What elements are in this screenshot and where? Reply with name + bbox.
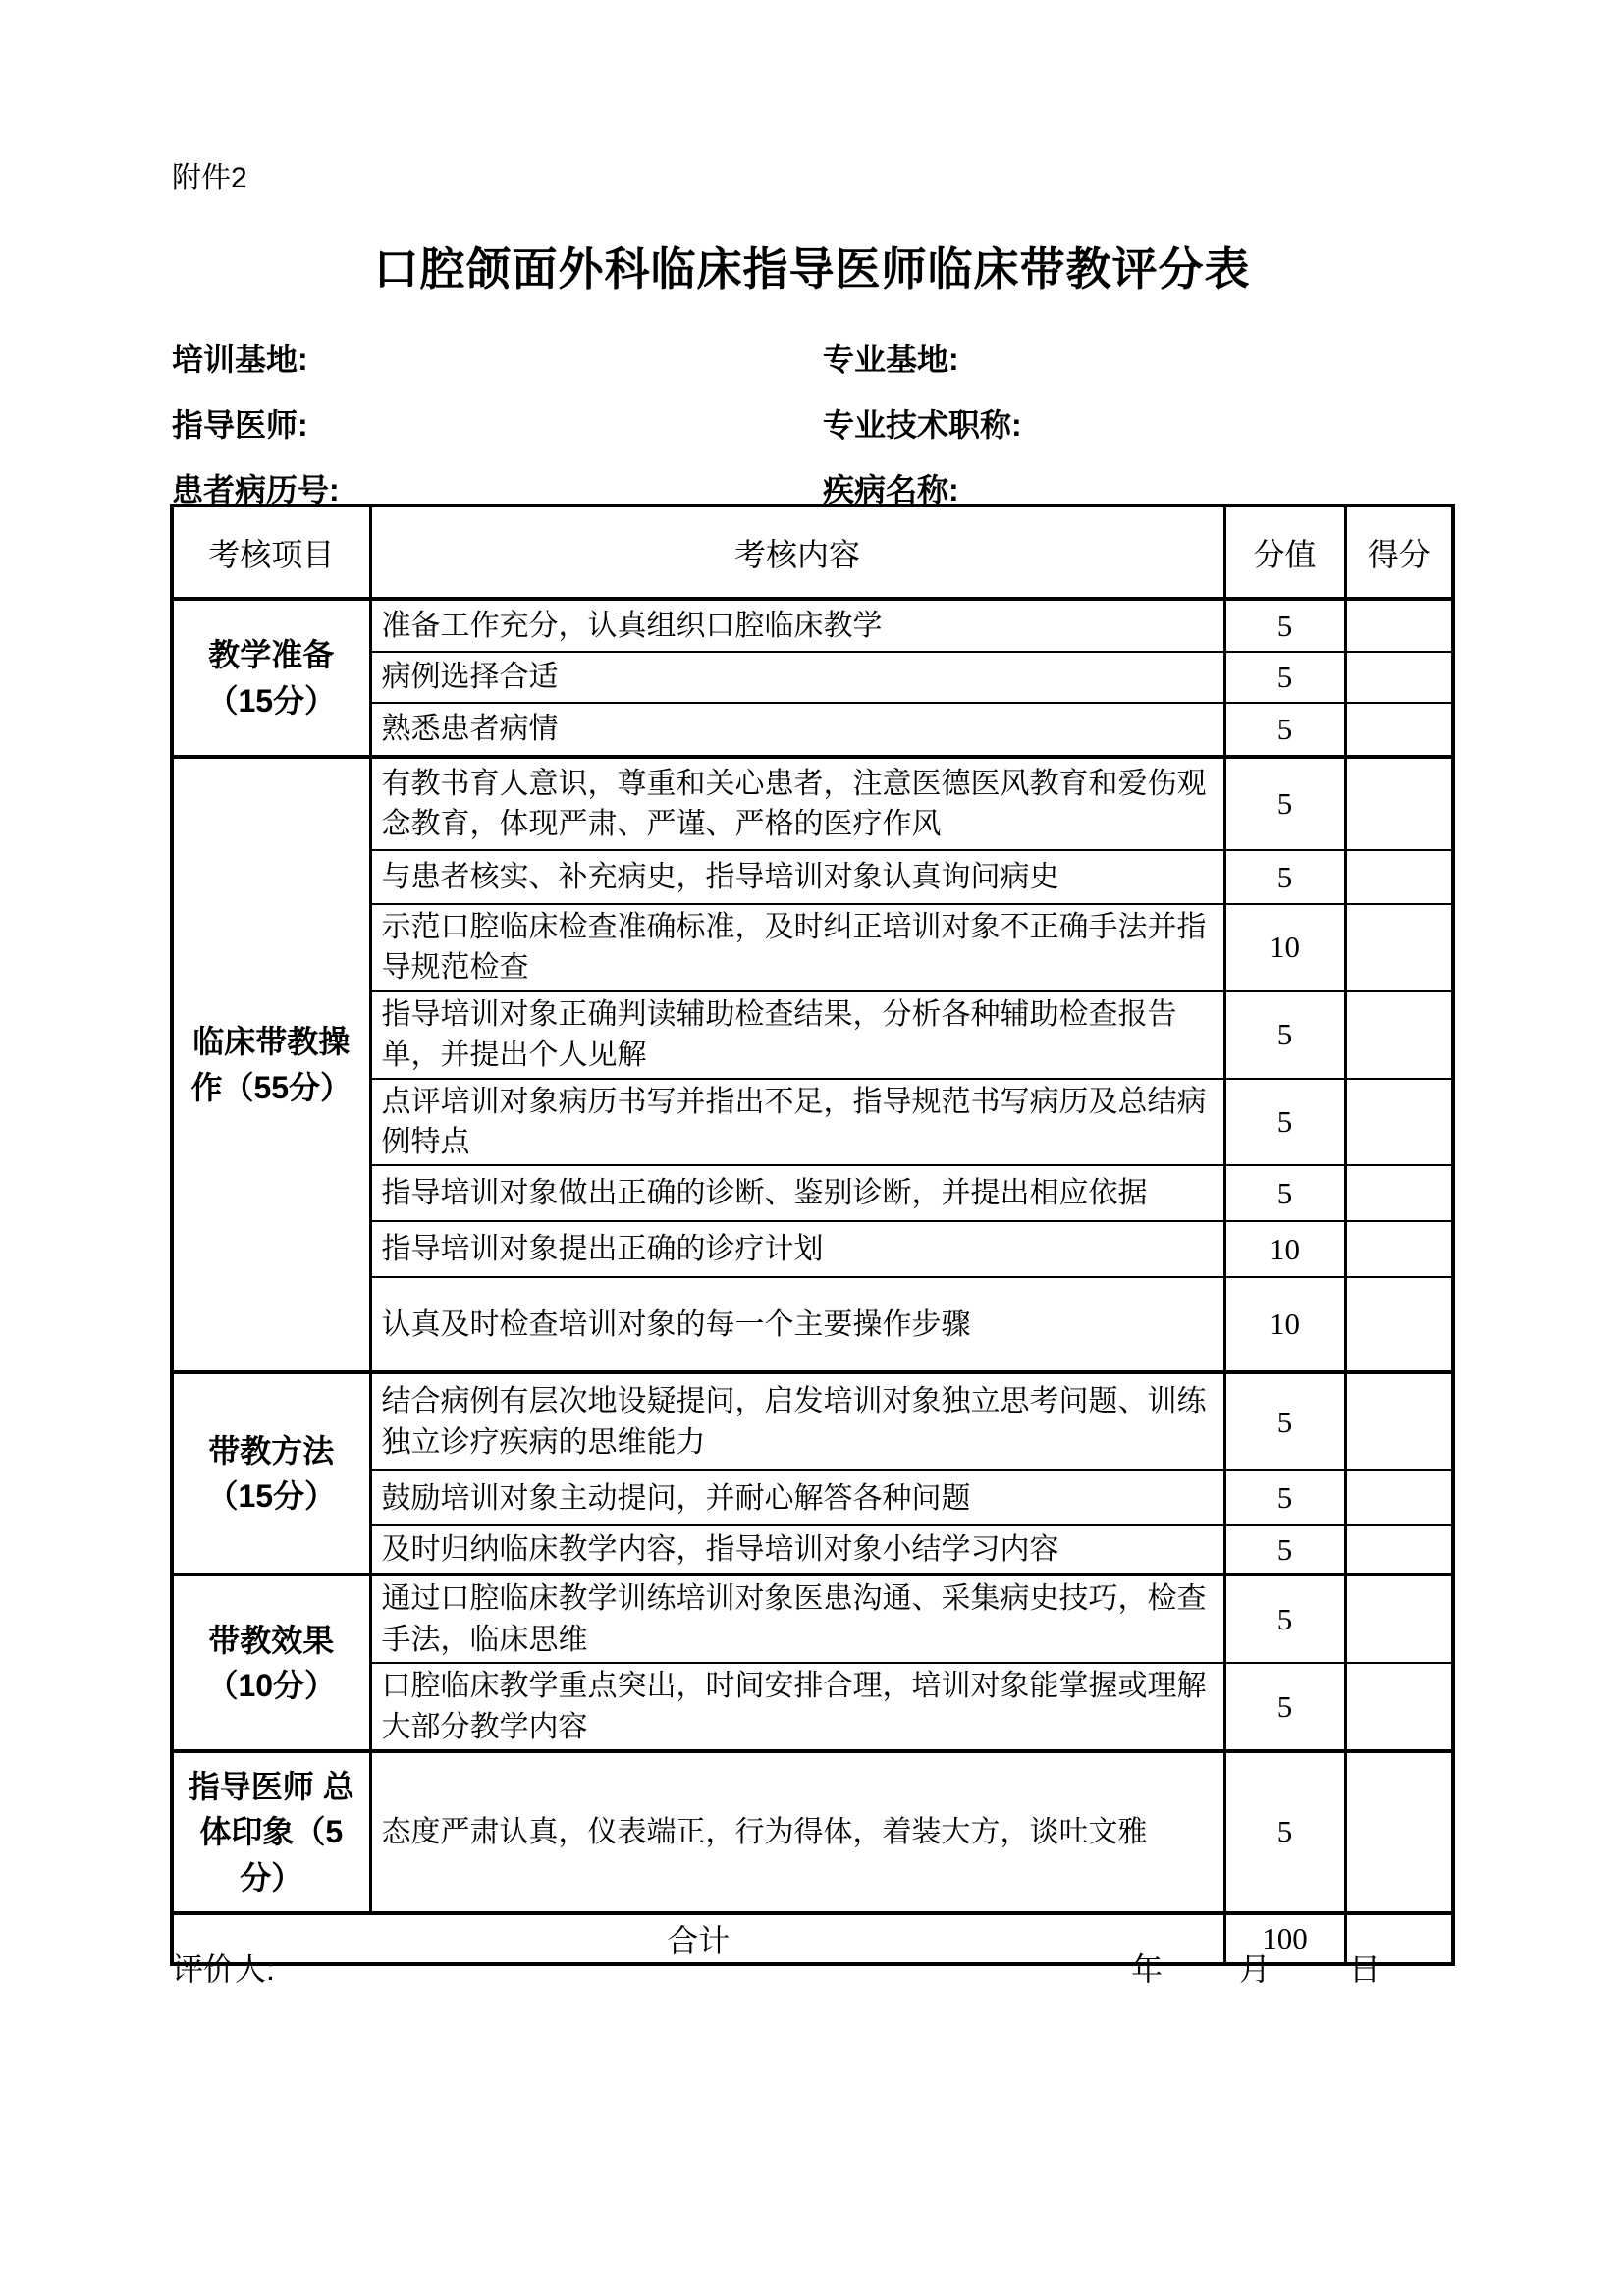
field-label-professional-title: 专业技术职称: (823, 407, 1022, 443)
section-label: 临床带教操作（55分） (172, 757, 370, 1372)
earned-score-cell (1345, 1165, 1453, 1221)
earned-score-cell (1345, 703, 1453, 757)
total-value-cell: 100 (1224, 1913, 1345, 1964)
value-cell: 5 (1224, 850, 1345, 904)
value-cell: 10 (1224, 1221, 1345, 1277)
table-row (172, 599, 1453, 652)
value-cell: 5 (1224, 1525, 1345, 1575)
earned-score-cell (1345, 1221, 1453, 1277)
field-label-training-base: 培训基地: (172, 342, 308, 377)
value-cell: 5 (1224, 1751, 1345, 1913)
earned-score-cell (1345, 991, 1453, 1079)
value-cell: 5 (1224, 703, 1345, 757)
header-item: 考核项目 (172, 506, 370, 599)
earned-score-cell (1345, 1277, 1453, 1372)
criteria-cell: 准备工作充分，认真组织口腔临床教学 (370, 599, 1224, 652)
earned-score-cell (1345, 1079, 1453, 1166)
score-table (170, 504, 1455, 1966)
header-value: 分值 (1224, 506, 1345, 599)
value-cell: 5 (1224, 991, 1345, 1079)
criteria-cell: 指导培训对象正确判读辅助检查结果，分析各种辅助检查报告单，并提出个人见解 (370, 991, 1224, 1079)
header-content: 考核内容 (370, 506, 1224, 599)
section-label: 教学准备（15分） (172, 599, 370, 757)
table-header-row (172, 506, 1453, 599)
criteria-cell: 及时归纳临床教学内容，指导培训对象小结学习内容 (370, 1525, 1224, 1575)
attachment-label: 附件2 (172, 162, 247, 194)
criteria-cell: 点评培训对象病历书写并指出不足，指导规范书写病历及总结病例特点 (370, 1079, 1224, 1166)
value-cell: 5 (1224, 1079, 1345, 1166)
earned-score-cell (1345, 1575, 1453, 1663)
value-cell: 5 (1224, 1663, 1345, 1751)
earned-score-cell (1345, 1663, 1453, 1751)
value-cell: 5 (1224, 1470, 1345, 1525)
criteria-cell: 与患者核实、补充病史，指导培训对象认真询问病史 (370, 850, 1224, 904)
criteria-cell: 态度严肃认真，仪表端正，行为得体，着装大方，谈吐文雅 (370, 1751, 1224, 1913)
header-earned: 得分 (1345, 506, 1453, 599)
earned-score-cell (1345, 1525, 1453, 1575)
earned-score-cell (1345, 652, 1453, 703)
date-month-label: 月 (1239, 1951, 1272, 1987)
criteria-cell: 有教书育人意识，尊重和关心患者，注意医德医风教育和爱伤观念教育，体现严肃、严谨、严格的医疗作风 (370, 757, 1224, 850)
criteria-cell: 通过口腔临床教学训练培训对象医患沟通、采集病史技巧，检查手法，临床思维 (370, 1575, 1224, 1663)
criteria-cell: 结合病例有层次地设疑提问，启发培训对象独立思考问题、训练独立诊疗疾病的思维能力 (370, 1372, 1224, 1470)
value-cell: 10 (1224, 1277, 1345, 1372)
field-label-specialty-base: 专业基地: (823, 342, 959, 377)
section-label: 指导医师 总体印象（5分） (172, 1751, 370, 1913)
table-row (172, 1751, 1453, 1913)
criteria-cell: 指导培训对象做出正确的诊断、鉴别诊断，并提出相应依据 (370, 1165, 1224, 1221)
criteria-cell: 熟悉患者病情 (370, 703, 1224, 757)
earned-score-cell (1345, 1751, 1453, 1913)
date-year-label: 年 (1131, 1951, 1164, 1987)
earned-score-cell (1345, 850, 1453, 904)
criteria-cell: 指导培训对象提出正确的诊疗计划 (370, 1221, 1224, 1277)
earned-score-cell (1345, 599, 1453, 652)
value-cell: 5 (1224, 1165, 1345, 1221)
page-title: 口腔颌面外科临床指导医师临床带教评分表 (373, 243, 1251, 294)
earned-score-cell (1345, 757, 1453, 850)
value-cell: 5 (1224, 757, 1345, 850)
value-cell: 10 (1224, 904, 1345, 991)
value-cell: 5 (1224, 1372, 1345, 1470)
criteria-cell: 口腔临床教学重点突出，时间安排合理，培训对象能掌握或理解大部分教学内容 (370, 1663, 1224, 1751)
table-row (172, 1575, 1453, 1663)
date-day-label: 日 (1349, 1951, 1381, 1987)
value-cell: 5 (1224, 1575, 1345, 1663)
criteria-cell: 病例选择合适 (370, 652, 1224, 703)
earned-score-cell (1345, 1470, 1453, 1525)
total-label: 合计 (172, 1913, 1224, 1964)
evaluator-label: 评价人: (172, 1951, 275, 1987)
table-row (172, 757, 1453, 850)
earned-score-cell (1345, 1372, 1453, 1470)
section-label: 带教方法（15分） (172, 1372, 370, 1575)
table-row (172, 1372, 1453, 1470)
value-cell: 5 (1224, 599, 1345, 652)
field-label-instructor: 指导医师: (172, 407, 308, 443)
field-label-patient-record-no: 患者病历号: (172, 472, 340, 507)
criteria-cell: 认真及时检查培训对象的每一个主要操作步骤 (370, 1277, 1224, 1372)
criteria-cell: 示范口腔临床检查准确标准，及时纠正培训对象不正确手法并指导规范检查 (370, 904, 1224, 991)
section-label: 带教效果（10分） (172, 1575, 370, 1751)
field-label-disease-name: 疾病名称: (823, 472, 959, 507)
earned-score-cell (1345, 904, 1453, 991)
value-cell: 5 (1224, 652, 1345, 703)
criteria-cell: 鼓励培训对象主动提问，并耐心解答各种问题 (370, 1470, 1224, 1525)
